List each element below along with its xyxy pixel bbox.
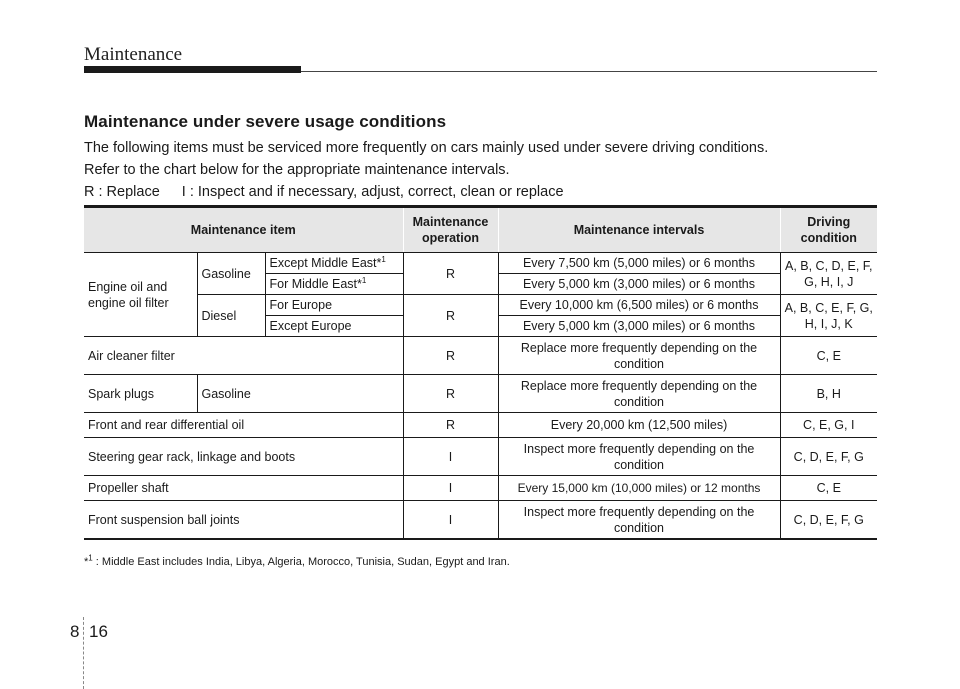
- section-heading: Maintenance under severe usage conditions: [84, 112, 447, 131]
- header-item: Maintenance item: [84, 207, 403, 253]
- chapter-number: 8: [70, 622, 80, 641]
- table-row: [84, 375, 877, 413]
- intro-line-2: Refer to the chart below for the appropriate maintenance intervals.: [84, 162, 510, 178]
- header-intervals: Maintenance intervals: [498, 207, 780, 253]
- header-operation: Maintenance operation: [403, 207, 498, 253]
- item-cell: Steering gear rack, linkage and boots: [84, 438, 403, 476]
- item-cell: Front suspension ball joints: [84, 501, 403, 540]
- gasoline-condition: A, B, C, D, E, F, G, H, I, J: [780, 253, 877, 295]
- diesel-label: Diesel: [197, 295, 265, 337]
- table-row: [84, 295, 877, 316]
- operation-cell: I: [403, 438, 498, 476]
- operation-cell: R: [403, 337, 498, 375]
- engine-oil-item: Engine oil and engine oil filter: [84, 253, 197, 337]
- table-row: [84, 438, 877, 476]
- condition-cell: C, D, E, F, G: [780, 438, 877, 476]
- table-row: [84, 501, 877, 540]
- table-row: [84, 253, 877, 274]
- header-condition: Driving condition: [780, 207, 877, 253]
- intro-block: [84, 112, 884, 206]
- region-cell: Except Europe: [265, 316, 403, 337]
- footnote-mark: *: [84, 556, 89, 568]
- interval-cell: Every 15,000 km (10,000 miles) or 12 months: [498, 476, 780, 501]
- table-row: [84, 476, 877, 501]
- section-title: Maintenance: [84, 44, 183, 65]
- table-header-row: [84, 207, 877, 253]
- sub-item-cell: Gasoline: [197, 375, 403, 413]
- table-row: [84, 337, 877, 375]
- maintenance-table: [84, 205, 877, 540]
- item-cell: Air cleaner filter: [84, 337, 403, 375]
- footnote-text: : Middle East includes India, Libya, Algeria, Morocco, Tunisia, Sudan, Egypt and Iran.: [92, 556, 510, 568]
- region-cell: For Middle East*$^1$: [265, 274, 403, 295]
- condition-cell: B, H: [780, 375, 877, 413]
- operation-cell: R: [403, 413, 498, 438]
- interval-cell: Inspect more frequently depending on the condition: [498, 438, 780, 476]
- interval-cell: Every 5,000 km (3,000 miles) or 6 months: [498, 316, 780, 337]
- gasoline-label: Gasoline: [197, 253, 265, 295]
- operation-cell: R: [403, 375, 498, 413]
- region-cell: For Europe: [265, 295, 403, 316]
- region-cell: Except Middle East*$^1$: [265, 253, 403, 274]
- diesel-operation: R: [403, 295, 498, 337]
- gasoline-operation: R: [403, 253, 498, 295]
- interval-cell: Every 10,000 km (6,500 miles) or 6 months: [498, 295, 780, 316]
- intro-line-1: The following items must be serviced more frequently on cars mainly used under severe driving conditions.: [84, 140, 769, 156]
- legend-line: [84, 184, 884, 201]
- interval-cell: Every 5,000 km (3,000 miles) or 6 months: [498, 274, 780, 295]
- header-rule: [301, 71, 877, 72]
- condition-cell: C, E, G, I: [780, 413, 877, 438]
- operation-cell: I: [403, 501, 498, 540]
- page-number: 16: [89, 622, 108, 641]
- legend-inspect: I : Inspect and if necessary, adjust, correct, clean or replace: [181, 184, 564, 200]
- condition-cell: C, E: [780, 476, 877, 501]
- page-separator: [83, 617, 85, 689]
- operation-cell: I: [403, 476, 498, 501]
- interval-cell: Every 7,500 km (5,000 miles) or 6 months: [498, 253, 780, 274]
- header-bar: [84, 66, 301, 73]
- table-row: [84, 413, 877, 438]
- item-cell: Front and rear differential oil: [84, 413, 403, 438]
- condition-cell: C, D, E, F, G: [780, 501, 877, 540]
- item-cell: Spark plugs: [84, 375, 197, 413]
- footnote-number: 1: [88, 553, 93, 563]
- interval-cell: Every 20,000 km (12,500 miles): [498, 413, 780, 438]
- footnote: [84, 553, 510, 568]
- item-cell: Propeller shaft: [84, 476, 403, 501]
- legend-replace: R : Replace: [84, 184, 160, 200]
- interval-cell: Inspect more frequently depending on the condition: [498, 501, 780, 540]
- interval-cell: Replace more frequently depending on the condition: [498, 337, 780, 375]
- condition-cell: C, E: [780, 337, 877, 375]
- diesel-condition: A, B, C, E, F, G, H, I, J, K: [780, 295, 877, 337]
- interval-cell: Replace more frequently depending on the condition: [498, 375, 780, 413]
